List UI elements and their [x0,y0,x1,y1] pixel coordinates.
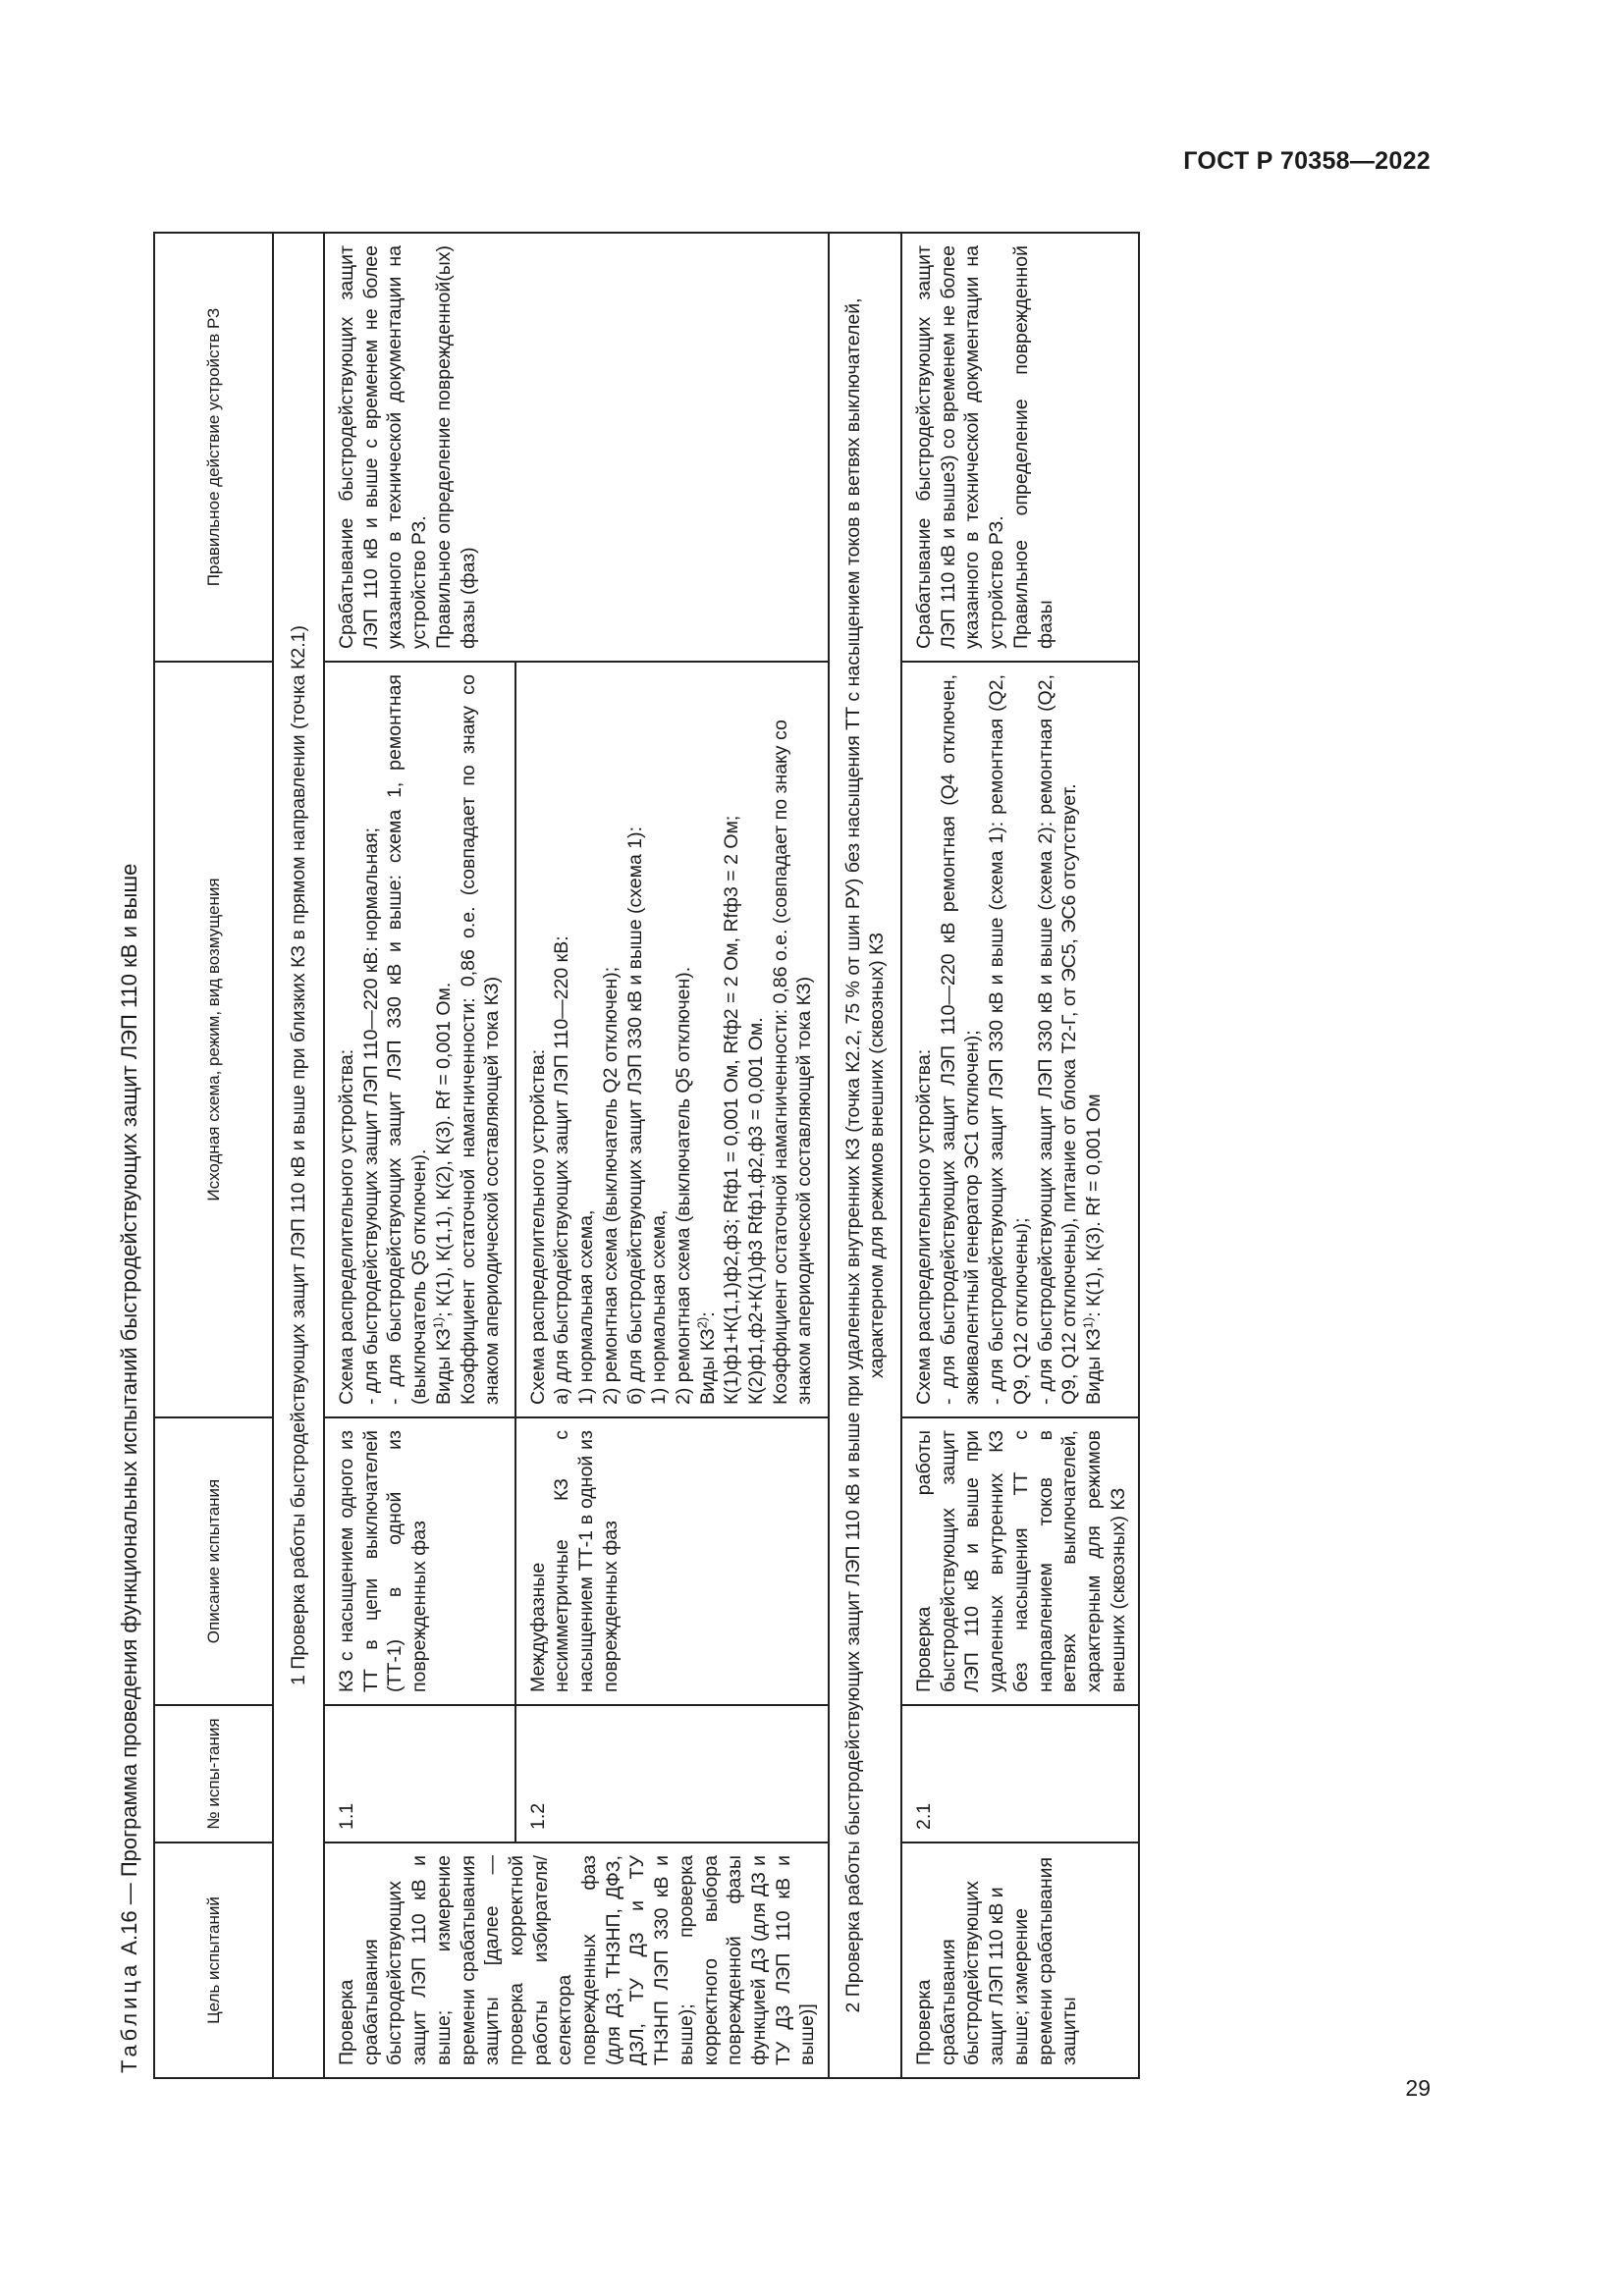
header-goal: Цель испытаний [154,1842,273,2078]
fault-kinds-list: ; К(1), К(1,1), К(2), К(3). Rf = 0,001 Ом. [432,982,455,1317]
test-number-1-1: 1.1 [324,1705,515,1842]
action-cell-1 [324,233,829,662]
scheme-line: Схема распределительного устройства: [526,1048,549,1405]
test-program-table [153,232,1140,2079]
document-code: ГОСТ Р 70358—2022 [1183,147,1431,175]
table-row [324,233,515,2078]
scheme-line: Коэффициент остаточной намагниченности: 0,86 о.е. (совпадает по знаку со знаком апериодической составляющей тока КЗ) [457,674,504,1405]
header-description: Описание испытания [154,1417,273,1705]
fault-kinds-label: Виды КЗ [432,1328,455,1405]
test-number-1-2: 1.2 [515,1705,829,1842]
scheme-1-2 [515,662,829,1417]
header-number: № испы-тания [154,1705,273,1842]
section-title-2: 2 Проверка работы быстродействующих защит ЛЭП 110 кВ и выше при удаленных внутренних КЗ (точка К2.2, 75 % от шин РУ) без насыщения ТТ с насыщением токов в ветвях выключателей, характерном для режимов внешних (сквозных) КЗ [829,233,901,2078]
scheme-line: 2) ремонтная схема (выключатель Q5 отключен). [672,966,694,1405]
fault-kinds-label: Виды КЗ [1082,1328,1105,1405]
goal-cell-1: Проверка срабатывания быстродействующих защит ЛЭП 110 кВ и выше; измерение времени срабатывания защиты [далее — проверка корректной работы избирателя/селектора поврежденных фаз (для ДЗ, ТНЗНП, ДФЗ, ДЗЛ, ТУ ДЗ и ТУ ТНЗНП ЛЭП 330 кВ и выше); проверка корректного выбора поврежденной фазы функцией ДЗ (для ДЗ и ТУ ДЗ ЛЭП 110 кВ и выше)] [324,1842,829,2078]
scheme-line: б) для быстродействующих защит ЛЭП 330 кВ и выше (схема 1): [623,826,646,1405]
table-header-row [154,233,273,2078]
caption-text: А.16 — Программа проведения функциональных испытаний быстродействующих защит ЛЭП 110 кВ и выше [117,863,141,1961]
section-title-1: 1 Проверка работы быстродействующих защит ЛЭП 110 кВ и выше при близких КЗ в прямом направлении (точка К2.1) [273,233,324,2078]
goal-cell-2: Проверка срабатывания быстродействующих защит ЛЭП 110 кВ и выше; измерение времени срабатывания защиты [901,1842,1139,2078]
scheme-line: - для быстродействующих защит ЛЭП 330 кВ и выше (схема 1): ремонтная (Q2, Q9, Q12 отключены); [986,674,1032,1405]
rotated-table-block [106,234,1384,2079]
page-number: 29 [1405,2075,1431,2101]
scheme-line: - для быстродействующих защит ЛЭП 110—220 кВ: нормальная; [359,827,382,1405]
table-row [901,233,1139,2078]
fault-kinds-label: Виды КЗ [696,1328,719,1405]
action-cell-2 [901,233,1139,662]
scheme-line: а) для быстродействующих защит ЛЭП 110—220 кВ: [551,935,573,1405]
scheme-1-1 [324,662,515,1417]
fault-kinds-line: Виды КЗ$^{1)}$; К(1), К(1,1), К(2), К(3). Rf = 0,001 Ом. [430,982,455,1405]
scheme-line: - для быстродействующих защит ЛЭП 110—220 кВ ремонтная (Q4 отключен, эквивалентный генератор ЭС1 отключен); [937,674,984,1405]
action-line: Правильное определение поврежденной фазы [1009,245,1056,649]
scheme-line: - для быстродействующих защит ЛЭП 330 кВ и выше (схема 2): ремонтная (Q2, Q9, Q12 отключены), питание от блока Т2-Г, от ЭС5, ЭС6 отсутствует. [1034,674,1081,1405]
test-number-2-1: 2.1 [901,1705,1139,1842]
description-1-1: КЗ с насыщением одного из ТТ в цепи выключателей (ТТ-1) в одной из поврежденных фаз [324,1417,515,1705]
fault-formula-2: К(2)ф1,ф2+К(1)ф3 Rfф1,ф2,ф3 = 0,001 Ом. [745,1017,768,1405]
scheme-line: 1) нормальная схема, [575,1209,598,1405]
action-line: Срабатывание быстродействующих защит ЛЭП 110 кВ и выше с временем не более указанного в технической документации на устройство РЗ. [336,245,431,649]
scheme-line: - для быстродействующих защит ЛЭП 330 кВ и выше: схема 1, ремонтная (выключатель Q5 отключен). [384,674,431,1405]
section-row-1 [273,233,324,2078]
fault-kinds-line: Виды КЗ$^{2)}$: [694,1311,719,1405]
scheme-2-1 [901,662,1139,1417]
scheme-line: 2) ремонтная схема (выключатель Q2 отключен); [599,966,622,1405]
caption-prefix: Таблица [117,1960,141,2073]
table-caption [106,864,153,2073]
scheme-line: Схема распределительного устройства: [913,1048,936,1405]
header-action: Правильное действие устройств РЗ [154,233,273,662]
scheme-line: Схема распределительного устройства: [336,1048,357,1405]
scheme-line: 1) нормальная схема, [648,1209,671,1405]
action-line: Правильное определение поврежденной(ых) фазы (фаз) [432,245,479,649]
section-row-2 [829,233,901,2078]
description-1-2: Междуфазные несимметричные КЗ с насыщением ТТ-1 в одной из поврежденных фаз [515,1417,829,1705]
fault-kinds-list: : К(1), К(3). Rf = 0,001 Ом [1082,1094,1105,1317]
header-scheme: Исходная схема, режим, вид возмущения [154,662,273,1417]
fault-formula-1: К(1)ф1+К(1,1)ф2,ф3; Rfф1 = 0,001 Ом, Rfф2 = 2 Ом, Rfф3 = 2 Ом; [721,815,743,1405]
action-line: Срабатывание быстродействующих защит ЛЭП 110 кВ и выше3) со временем не более указанного в технической документации на устройство РЗ. [913,245,1008,649]
scheme-line: Коэффициент остаточной намагниченности: 0,86 о.е. (совпадает по знаку со знаком апериодической составляющей тока КЗ) [769,720,816,1405]
fault-kinds-line: Виды КЗ$^{1)}$: К(1), К(3). Rf = 0,001 Ом [1080,1094,1105,1405]
description-2-1: Проверка работы быстродействующих защит ЛЭП 110 кВ и выше при удаленных внутренних КЗ без насыщения ТТ с направлением токов в ветвях выключателей, характерным для режимов внешних (сквозных) КЗ [901,1417,1139,1705]
